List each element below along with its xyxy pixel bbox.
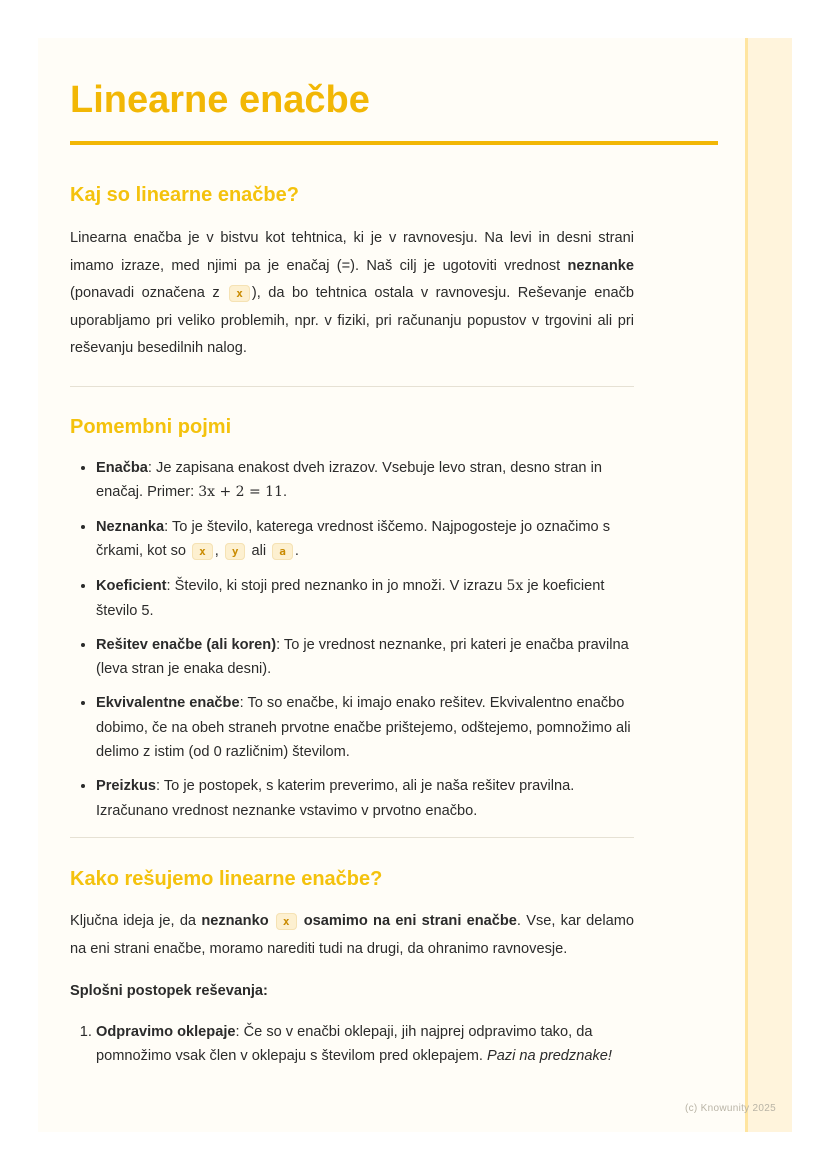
section-terms xyxy=(70,414,634,823)
procedure-list xyxy=(70,1020,634,1069)
term-text: : Število, ki stoji pred neznanko in jo množi. V izrazu xyxy=(166,578,503,595)
intro-paragraph xyxy=(70,225,634,363)
math-expression: 3x + 2 = 11 xyxy=(198,484,283,501)
list-item xyxy=(96,633,634,682)
list-item xyxy=(96,691,634,764)
solving-bold-1: neznanko xyxy=(201,913,269,930)
math-expression: 5x xyxy=(506,578,524,595)
terms-list xyxy=(70,456,634,823)
list-item xyxy=(96,515,634,565)
term-text: : To so enačbe, ki imajo enako rešitev. Ekvivalentno enačbo dobimo, če na obeh straneh prvotne enačbe prištejemo, odštejemo, pomnožimo ali delimo z istim (od 0 različnim) številom. xyxy=(96,695,631,761)
solving-text-2: . Vse, kar delamo na eni strani enačbe, moramo narediti tudi na drugi, da ohranimo ravnovesje. xyxy=(70,913,635,957)
list-item xyxy=(96,1020,634,1069)
intro-text-2: (ponavadi označena z xyxy=(70,285,220,302)
page-title: Linearne enačbe xyxy=(70,79,370,121)
term-label: Koeficient xyxy=(96,578,167,595)
section-heading-intro: Kaj so linearne enačbe? xyxy=(70,184,299,206)
section-divider xyxy=(70,837,634,838)
term-label: Neznanka xyxy=(96,518,165,535)
term-label: Preizkus xyxy=(96,778,157,795)
section-heading-solving: Kako rešujemo linearne enačbe? xyxy=(70,868,383,891)
variable-code: x xyxy=(276,913,297,930)
variable-code: a xyxy=(272,543,293,560)
solving-bold-2: osamimo na eni strani enačbe xyxy=(303,913,517,930)
term-text: : To je postopek, s katerim preverimo, ali je naša rešitev pravilna. Izračunano vrednost neznanke vstavimo v prvotno enačbo. xyxy=(96,778,575,819)
intro-text-3: ), da bo tehtnica ostala v ravnovesju. Reševanje enačb uporabljamo pri veliko problemih, npr. v fiziki, pri računanju popustov v trgovini ali pri reševanju besedilnih nalog. xyxy=(70,285,634,357)
term-text: : To je vrednost neznanke, pri kateri je enačba pravilna (leva stran je enaka desni). xyxy=(96,636,629,678)
separator: ali xyxy=(251,542,267,559)
section-heading-terms: Pomembni pojmi xyxy=(70,415,232,438)
term-label: Ekvivalentne enačbe xyxy=(96,695,240,712)
document-page xyxy=(38,38,792,1132)
step-emphasis: Pazi na predznake! xyxy=(486,1048,612,1065)
list-item xyxy=(96,774,634,823)
solving-paragraph xyxy=(70,908,634,963)
section-solving xyxy=(70,866,634,1069)
term-text-end: je koeficient število 5. xyxy=(96,578,605,619)
intro-bold-term: neznanke xyxy=(567,257,634,274)
title-rule xyxy=(70,141,718,145)
list-item xyxy=(96,456,634,505)
section-intro xyxy=(70,182,634,363)
section-divider xyxy=(70,386,634,387)
list-item xyxy=(96,574,634,623)
variable-code: x xyxy=(229,285,250,302)
term-text-end: . xyxy=(283,484,288,501)
step-label: Odpravimo oklepaje xyxy=(96,1024,236,1041)
step-text: : Če so v enačbi oklepaji, jih najprej odpravimo tako, da pomnožimo vsak člen v oklepaju s številom pred oklepajem. xyxy=(96,1024,593,1065)
term-text: : Je zapisana enakost dveh izrazov. Vsebuje levo stran, desno stran in enačaj. Primer: xyxy=(96,459,602,501)
document-content xyxy=(70,38,718,1069)
term-text-end: . xyxy=(294,542,299,559)
variable-code: y xyxy=(225,543,246,560)
intro-text-1: Linearna enačba je v bistvu kot tehtnica, ki je v ravnovesju. Na levi in desni strani imamo izraze, med njimi pa je enačaj (=). Naš cilj je ugotoviti vrednost xyxy=(70,230,634,274)
page-margin-strip xyxy=(745,38,792,1132)
separator: , xyxy=(214,542,219,559)
procedure-heading: Splošni postopek reševanja: xyxy=(70,983,268,1000)
solving-text-1: Ključna ideja je, da xyxy=(70,913,197,930)
variable-code: x xyxy=(192,543,213,560)
term-label: Rešitev enačbe (ali koren) xyxy=(96,636,277,653)
copyright-footer: (c) Knowunity 2025 xyxy=(685,1103,777,1114)
term-text: : To je število, katerega vrednost iščemo. Najpogosteje jo označimo s črkami, kot so xyxy=(96,518,611,559)
term-label: Enačba xyxy=(96,459,148,476)
